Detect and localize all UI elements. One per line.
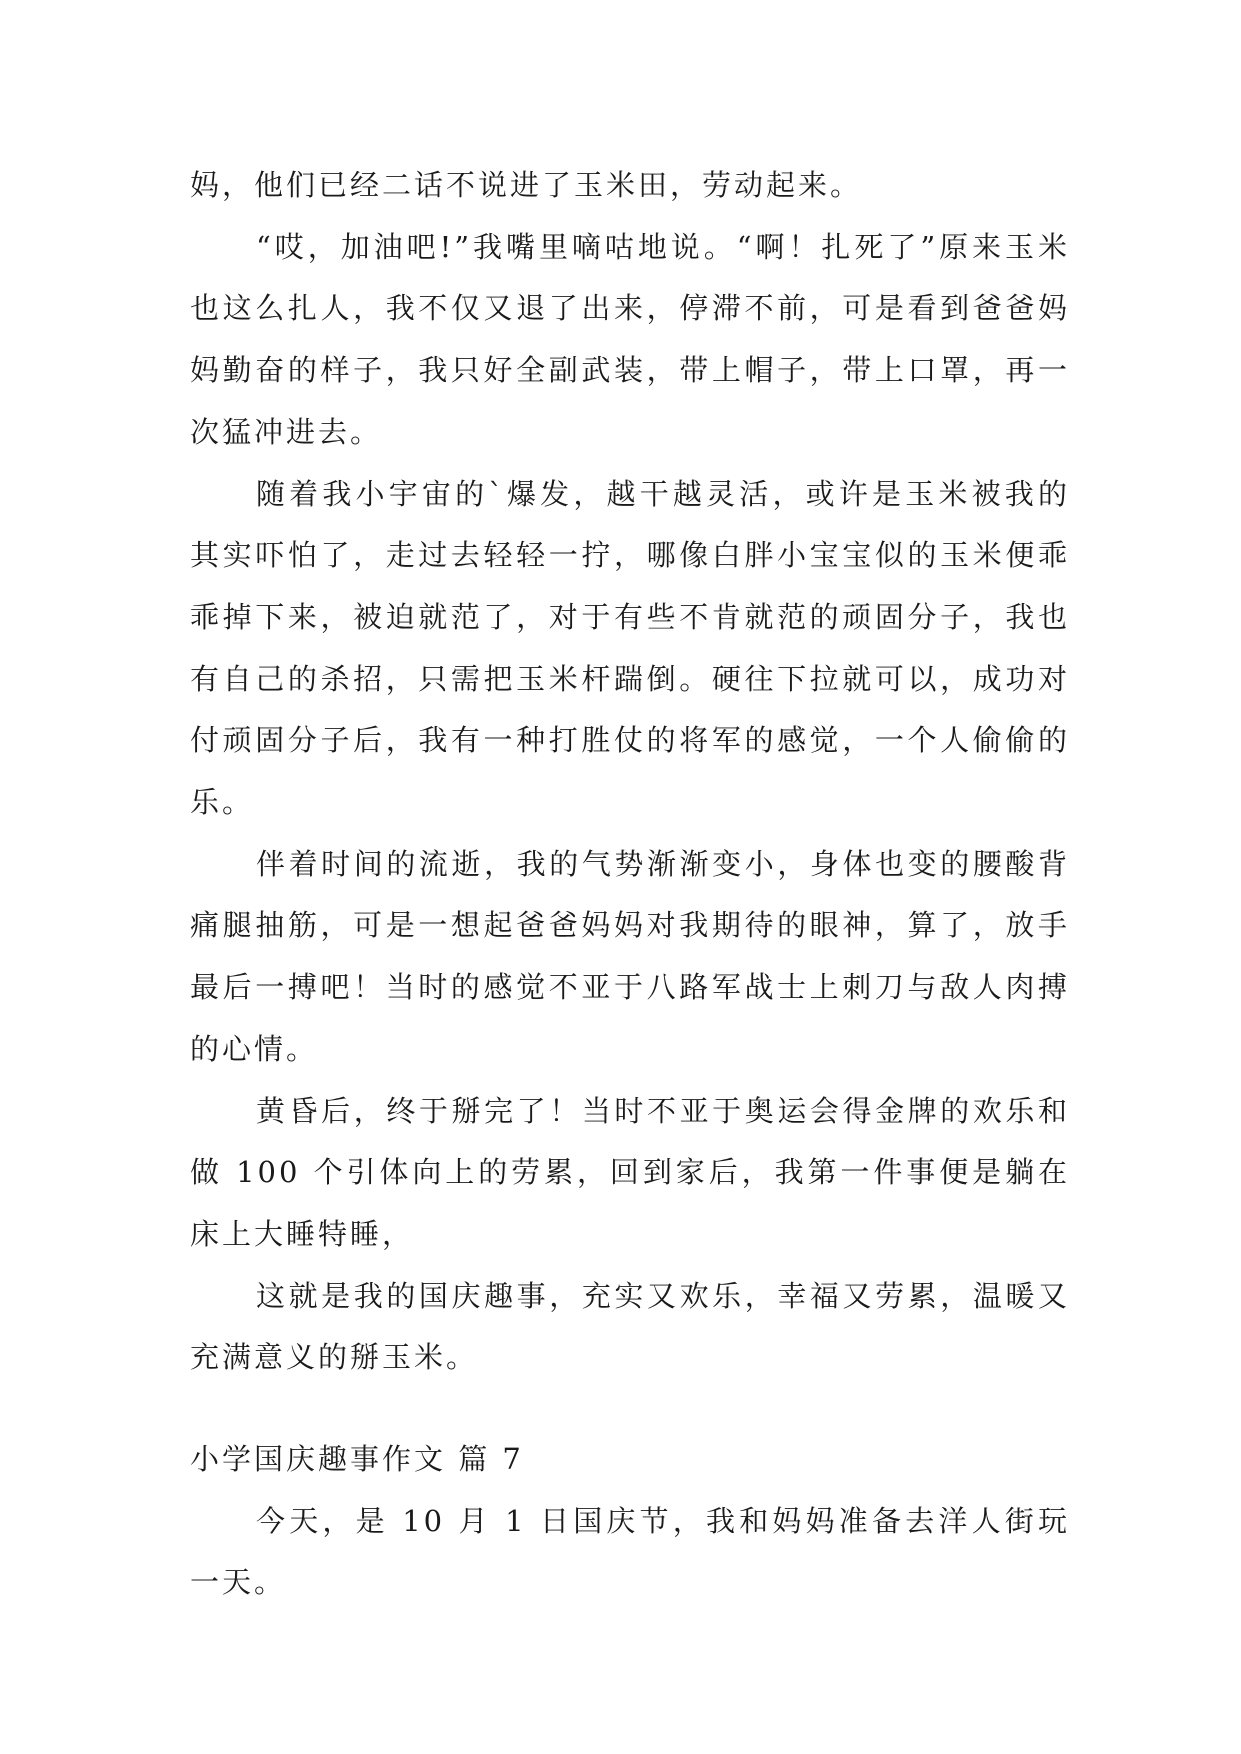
paragraph: “哎，加油吧!”我嘴里嘀咕地说。“啊！扎死了”原来玉米也这么扎人，我不仅又退了出来，停滞不前，可是看到爸爸妈妈勤奋的样子，我只好全副武装，带上帽子，带上口罩，再一次猛冲进去。	[190, 229, 1070, 449]
paragraph: 伴着时间的流逝，我的气势渐渐变小，身体也变的腰酸背痛腿抽筋，可是一想起爸爸妈妈对我期待的眼神，算了，放手最后一搏吧！当时的感觉不亚于八路军战士上刺刀与敌人肉搏的心情。	[190, 846, 1070, 1066]
paragraph-continuation: 妈，他们已经二话不说进了玉米田，劳动起来。	[190, 168, 863, 202]
paragraph: 随着我小宇宙的`爆发，越干越灵活，或许是玉米被我的其实吓怕了，走过去轻轻一拧，哪像白胖小宝宝似的玉米便乖乖掉下来，被迫就范了，对于有些不肯就范的顽固分子，我也有自己的杀招，只需把玉米杆踹倒。硬往下拉就可以，成功对付顽固分子后，我有一种打胜仗的将军的感觉，一个人偷偷的乐。	[190, 476, 1070, 820]
paragraph: 今天，是 10 月 1 日国庆节，我和妈妈准备去洋人街玩一天。	[190, 1503, 1070, 1600]
paragraph: 黄昏后，终于掰完了！当时不亚于奥运会得金牌的欢乐和做 100 个引体向上的劳累，回到家后，我第一件事便是躺在床上大睡特睡，	[190, 1093, 1070, 1251]
document-body	[190, 155, 1070, 1614]
paragraph: 这就是我的国庆趣事，充实又欢乐，幸福又劳累，温暖又充满意义的掰玉米。	[190, 1278, 1070, 1375]
section-heading: 小学国庆趣事作文 篇 7	[190, 1442, 524, 1477]
